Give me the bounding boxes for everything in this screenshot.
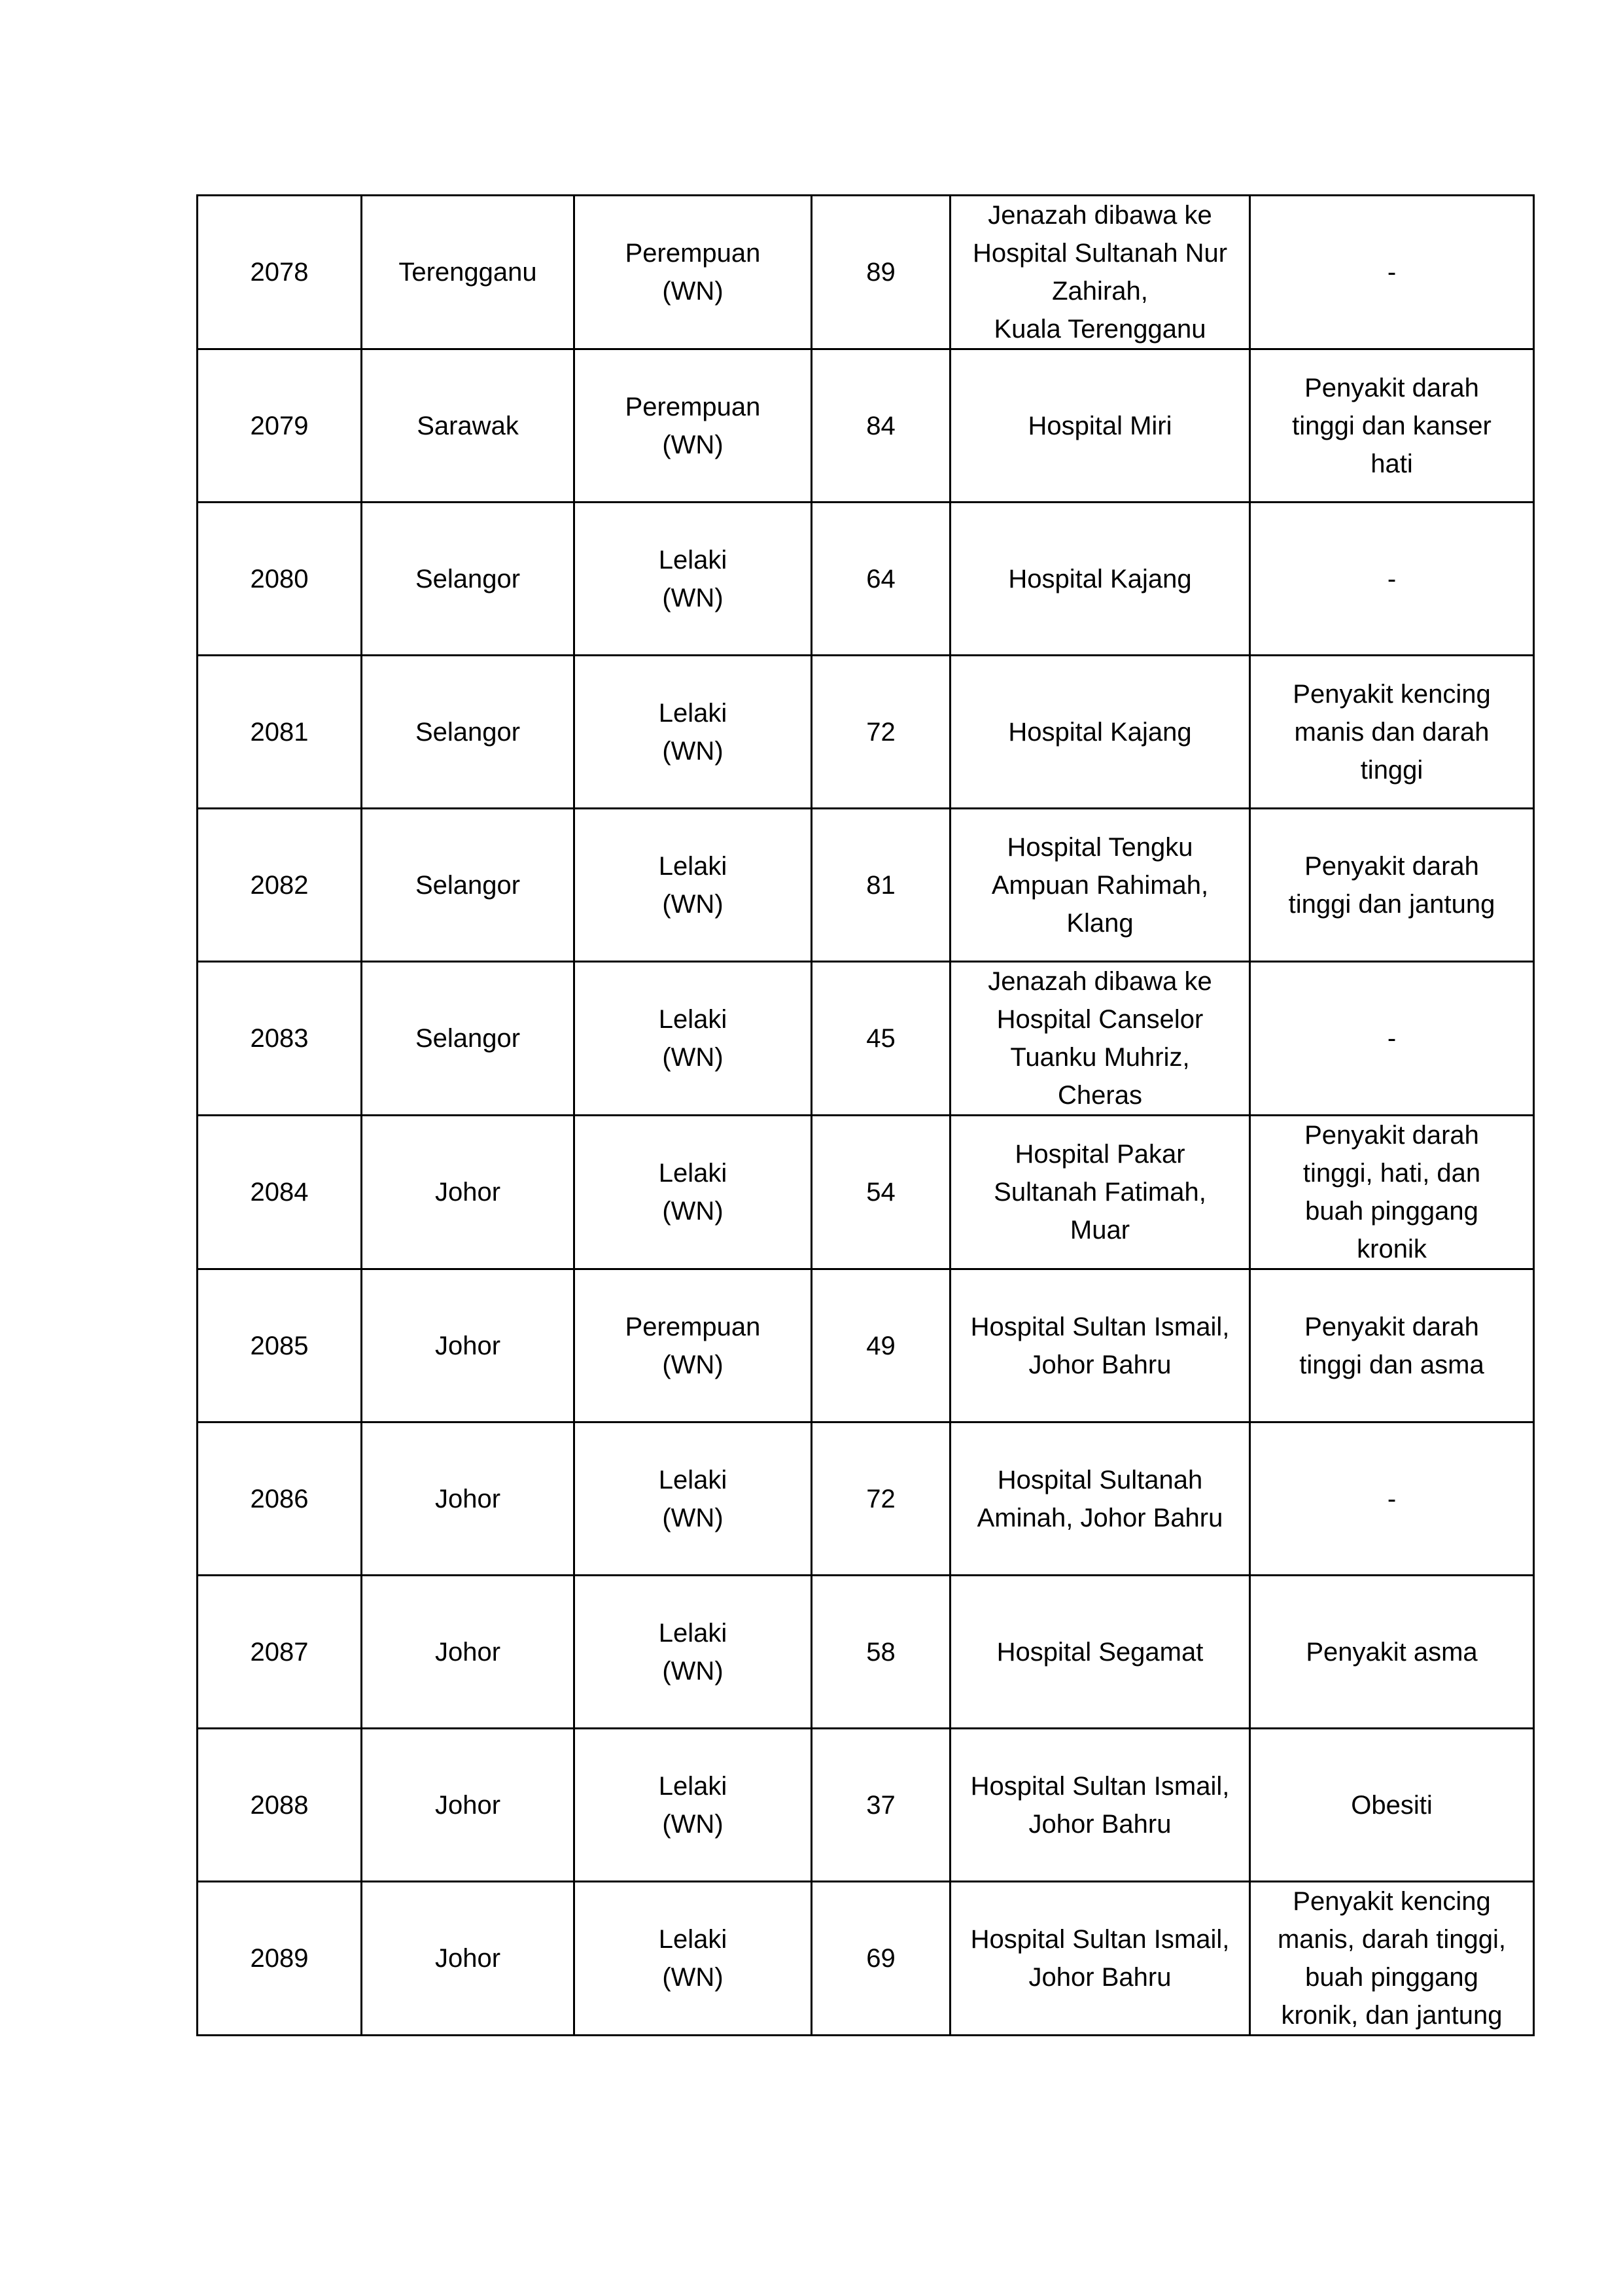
table-row: [198, 962, 1534, 1116]
table-row: [198, 656, 1534, 809]
case-number-cell: 2080: [198, 503, 362, 656]
state-cell: Selangor: [362, 503, 574, 656]
hospital-cell: Jenazah dibawa ke Hospital Sultanah Nur Zahirah, Kuala Terengganu: [951, 196, 1250, 349]
hospital-cell: Jenazah dibawa ke Hospital Canselor Tuanku Muhriz, Cheras: [951, 962, 1250, 1116]
age-cell: 58: [812, 1576, 951, 1729]
case-number-cell: 2083: [198, 962, 362, 1116]
gender-cell: Lelaki (WN): [574, 503, 812, 656]
gender-cell: Perempuan (WN): [574, 196, 812, 349]
case-number-cell: 2079: [198, 349, 362, 503]
gender-cell: Lelaki (WN): [574, 962, 812, 1116]
condition-cell: Penyakit asma: [1250, 1576, 1534, 1729]
state-cell: Johor: [362, 1116, 574, 1269]
condition-cell: Penyakit darah tinggi dan kanser hati: [1250, 349, 1534, 503]
gender-cell: Perempuan (WN): [574, 349, 812, 503]
state-cell: Johor: [362, 1882, 574, 2036]
hospital-cell: Hospital Sultan Ismail, Johor Bahru: [951, 1269, 1250, 1422]
age-cell: 89: [812, 196, 951, 349]
state-cell: Terengganu: [362, 196, 574, 349]
age-cell: 64: [812, 503, 951, 656]
hospital-cell: Hospital Kajang: [951, 503, 1250, 656]
age-cell: 49: [812, 1269, 951, 1422]
table-row: [198, 349, 1534, 503]
case-number-cell: 2084: [198, 1116, 362, 1269]
table-row: [198, 1576, 1534, 1729]
state-cell: Selangor: [362, 809, 574, 962]
table-row: [198, 1729, 1534, 1882]
case-number-cell: 2089: [198, 1882, 362, 2036]
case-number-cell: 2078: [198, 196, 362, 349]
age-cell: 37: [812, 1729, 951, 1882]
condition-cell: -: [1250, 1422, 1534, 1576]
table-body: [198, 196, 1534, 2036]
state-cell: Johor: [362, 1422, 574, 1576]
condition-cell: Penyakit kencing manis dan darah tinggi: [1250, 656, 1534, 809]
condition-cell: Penyakit kencing manis, darah tinggi, buah pinggang kronik, dan jantung: [1250, 1882, 1534, 2036]
state-cell: Johor: [362, 1269, 574, 1422]
hospital-cell: Hospital Tengku Ampuan Rahimah, Klang: [951, 809, 1250, 962]
age-cell: 81: [812, 809, 951, 962]
table-row: [198, 1269, 1534, 1422]
case-number-cell: 2088: [198, 1729, 362, 1882]
table-row: [198, 196, 1534, 349]
age-cell: 45: [812, 962, 951, 1116]
table-row: [198, 809, 1534, 962]
case-number-cell: 2085: [198, 1269, 362, 1422]
hospital-cell: Hospital Segamat: [951, 1576, 1250, 1729]
condition-cell: Obesiti: [1250, 1729, 1534, 1882]
case-number-cell: 2086: [198, 1422, 362, 1576]
gender-cell: Perempuan (WN): [574, 1269, 812, 1422]
case-number-cell: 2087: [198, 1576, 362, 1729]
gender-cell: Lelaki (WN): [574, 1882, 812, 2036]
age-cell: 84: [812, 349, 951, 503]
hospital-cell: Hospital Sultanah Aminah, Johor Bahru: [951, 1422, 1250, 1576]
state-cell: Johor: [362, 1729, 574, 1882]
age-cell: 69: [812, 1882, 951, 2036]
gender-cell: Lelaki (WN): [574, 1116, 812, 1269]
table-row: [198, 1882, 1534, 2036]
case-number-cell: 2082: [198, 809, 362, 962]
condition-cell: Penyakit darah tinggi, hati, dan buah pinggang kronik: [1250, 1116, 1534, 1269]
gender-cell: Lelaki (WN): [574, 1729, 812, 1882]
condition-cell: Penyakit darah tinggi dan asma: [1250, 1269, 1534, 1422]
age-cell: 72: [812, 1422, 951, 1576]
age-cell: 72: [812, 656, 951, 809]
hospital-cell: Hospital Kajang: [951, 656, 1250, 809]
gender-cell: Lelaki (WN): [574, 809, 812, 962]
gender-cell: Lelaki (WN): [574, 1576, 812, 1729]
hospital-cell: Hospital Pakar Sultanah Fatimah, Muar: [951, 1116, 1250, 1269]
case-number-cell: 2081: [198, 656, 362, 809]
condition-cell: Penyakit darah tinggi dan jantung: [1250, 809, 1534, 962]
table-row: [198, 1116, 1534, 1269]
state-cell: Johor: [362, 1576, 574, 1729]
table-row: [198, 503, 1534, 656]
hospital-cell: Hospital Miri: [951, 349, 1250, 503]
table-row: [198, 1422, 1534, 1576]
hospital-cell: Hospital Sultan Ismail, Johor Bahru: [951, 1729, 1250, 1882]
state-cell: Selangor: [362, 962, 574, 1116]
state-cell: Selangor: [362, 656, 574, 809]
state-cell: Sarawak: [362, 349, 574, 503]
gender-cell: Lelaki (WN): [574, 656, 812, 809]
condition-cell: -: [1250, 962, 1534, 1116]
gender-cell: Lelaki (WN): [574, 1422, 812, 1576]
hospital-cell: Hospital Sultan Ismail, Johor Bahru: [951, 1882, 1250, 2036]
age-cell: 54: [812, 1116, 951, 1269]
death-cases-table: [196, 194, 1535, 2036]
condition-cell: -: [1250, 503, 1534, 656]
condition-cell: -: [1250, 196, 1534, 349]
